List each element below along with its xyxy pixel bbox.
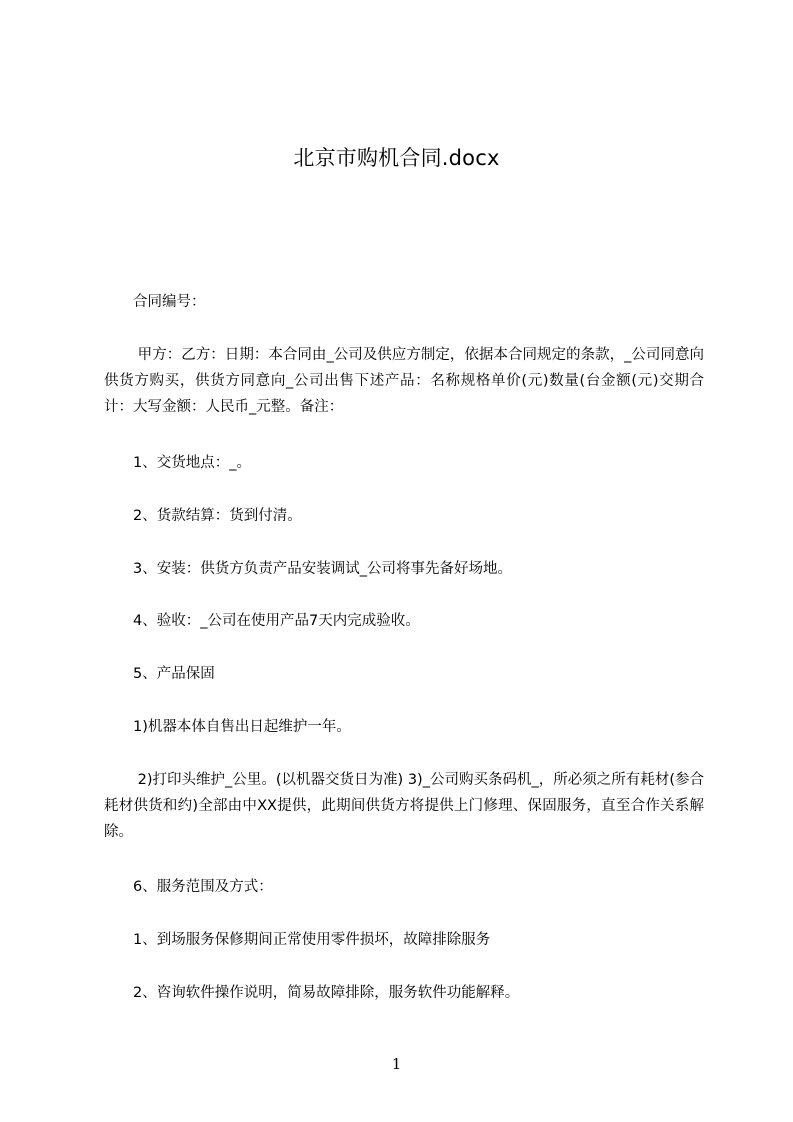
paragraph-warranty-printhead: 2)打印头维护_公里。(以机器交货日为准) 3)_公司购买条码机_，所必须之所有耗材(参合耗材供货和约)全部由中XX提供，此期间供货方将提供上门修理、保固服务，直至合作关系解除。	[104, 772, 704, 840]
paragraph-service-heading: 6、服务范围及方式：	[104, 879, 273, 895]
paragraph-contract-number: 合同编号：	[104, 294, 206, 310]
paragraph-onsite-service: 1、到场服务保修期间正常使用零件损坏，故障排除服务	[104, 932, 491, 948]
paragraph-consulting: 2、咨询软件操作说明，简易故障排除，服务软件功能解释。	[104, 985, 520, 1001]
paragraph-warranty-heading: 5、产品保固	[104, 666, 215, 682]
paragraph-installation: 3、安装：供货方负责产品安装调试_公司将事先备好场地。	[104, 561, 512, 577]
paragraph-payment: 2、货款结算：货到付清。	[104, 508, 302, 524]
paragraph-parties-products: 甲方：乙方：日期：本合同由_公司及供应方制定，依据本合同规定的条款，_公司同意向供货方购买，供货方同意向_公司出售下述产品：名称规格单价(元)数量(台金额(元)交期合计：大写金额：人民币_元整。备注：	[104, 347, 704, 415]
document-title: 北京市购机合同.docx	[293, 146, 500, 170]
paragraph-acceptance: 4、验收：_公司在使用产品7天内完成验收。	[104, 613, 420, 629]
paragraph-warranty-machine: 1)机器本体自售出日起维护一年。	[104, 719, 351, 735]
page-number: 1	[391, 1055, 402, 1073]
paragraph-delivery-location: 1、交货地点：_。	[104, 455, 251, 471]
